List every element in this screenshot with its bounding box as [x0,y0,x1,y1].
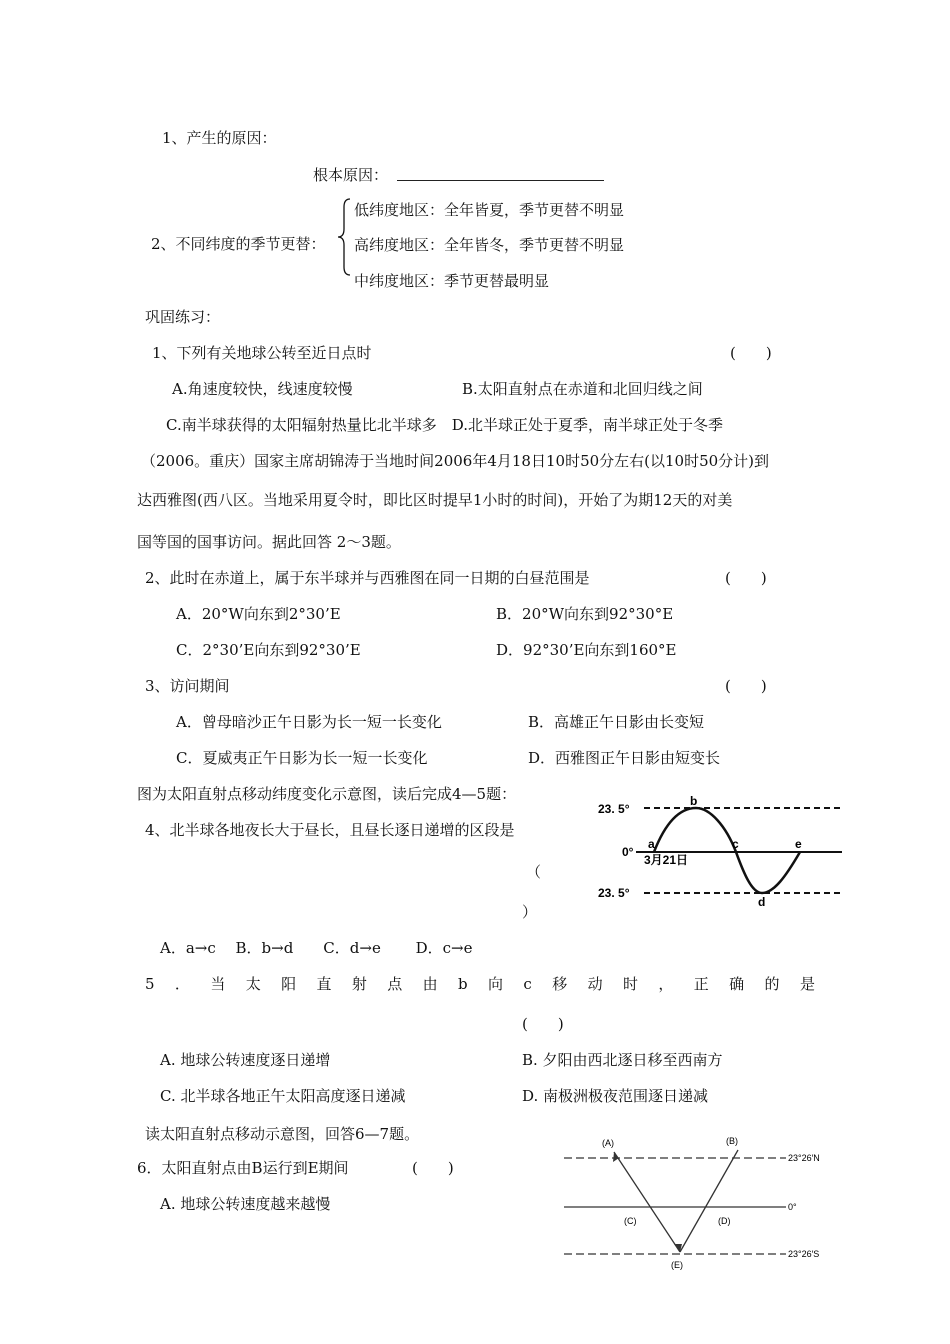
point-d: d [758,895,766,908]
practice-heading: 巩固练习： [145,308,221,326]
q1-option-a[interactable]: A.角速度较快，线速度较慢 [172,380,353,398]
point-a: a [648,837,655,851]
q1-stem: 1、下列有关地球公转至近日点时 [152,344,372,362]
q5-char: b [458,975,468,993]
q5-char: 当 [210,975,226,993]
q5-option-b[interactable]: B. 夕阳由西北逐日移至西南方 [522,1051,723,1069]
q5-char: 的 [764,975,780,993]
q3-answer-paren[interactable]: ( ) [725,677,767,695]
label-bottom: 23. 5° [598,886,630,900]
fig2-label-north: 23°26′N [788,1153,820,1163]
q5-char: 动 [587,975,603,993]
q5-char: 是 [799,975,815,993]
point-c: c [732,837,739,851]
root-cause-label: 根本原因： [313,166,389,184]
passage-line-3: 国等国的国事访问。据此回答 2～3题。 [137,533,401,551]
arrow-head-a [613,1152,619,1162]
q5-char: 射 [351,975,367,993]
fig2-label-b: (B) [726,1136,738,1146]
q2-option-d[interactable]: D．92°30’E向东到160°E [496,641,677,659]
path-e-to-a [614,1152,680,1252]
figure2-movement-diagram [558,1132,858,1272]
q5-char: c [523,975,532,993]
q1-option-b[interactable]: B.太阳直射点在赤道和北回归线之间 [462,380,703,398]
label-equator: 0° [622,845,634,859]
q5-char: 直 [316,975,332,993]
season-item-low: 低纬度地区：全年皆夏，季节更替不明显 [354,201,625,219]
q3-option-b[interactable]: B．高雄正午日影由长变短 [528,713,705,731]
passage-line-2: 达西雅图(西八区。当地采用夏令时，即比区时提早1小时的时间)，开始了为期12天的对美 [137,491,733,509]
q5-char: 移 [552,975,568,993]
q5-char: 点 [387,975,403,993]
q5-char: ． [174,975,190,993]
q3-option-a[interactable]: A．曾母暗沙正午日影为长一短一长变化 [176,713,442,731]
q6-answer-paren[interactable]: ( ) [412,1159,454,1177]
q1-answer-paren[interactable]: ( ) [730,344,772,362]
point-e: e [795,837,802,851]
q2-answer-paren[interactable]: ( ) [725,569,767,587]
passage-line-1: （2006。重庆）国家主席胡锦涛于当地时间2006年4月18日10时50分左右(以10时50分计)到 [141,452,770,470]
section1-title: 1、产生的原因： [162,129,277,147]
q4-paren-close[interactable]: ） [522,903,538,921]
q5-option-d[interactable]: D. 南极洲极夜范围逐日递减 [522,1087,709,1105]
fig2-label-d: (D) [718,1216,731,1226]
figure1-intro: 图为太阳直射点移动纬度变化示意图，读后完成4—5题： [137,785,517,803]
fig2-label-south: 23°26′S [788,1249,820,1259]
q5-char: 向 [488,975,504,993]
q5-answer-paren[interactable]: ( ) [522,1015,564,1033]
q3-stem: 3、访问期间 [145,677,230,695]
curly-brace [336,197,352,277]
q4-paren-open[interactable]: （ [526,863,542,881]
q6-stem: 6．太阳直射点由B运行到E期间 [137,1159,349,1177]
q4-stem: 4、北半球各地夜长大于昼长，且昼长逐日递增的区段是 [145,821,515,839]
q5-char: 时 [622,975,638,993]
season-item-mid: 中纬度地区：季节更替最明显 [354,272,550,290]
q5-option-a[interactable]: A. 地球公转速度逐日递增 [160,1051,331,1069]
q3-option-d[interactable]: D．西雅图正午日影由短变长 [528,749,721,767]
q6-option-a[interactable]: A. 地球公转速度越来越慢 [160,1195,331,1213]
fig2-label-c: (C) [624,1216,637,1226]
q5-char: 5 [145,975,155,993]
path-b-to-e [680,1150,738,1252]
season-item-high: 高纬度地区：全年皆冬，季节更替不明显 [354,236,625,254]
root-cause-blank[interactable] [397,180,604,181]
q5-stem [145,974,815,994]
label-date: 3月21日 [644,853,689,867]
label-top: 23. 5° [598,802,630,816]
q2-option-a[interactable]: A．20°W向东到2°30’E [176,605,341,623]
q5-char: 由 [422,975,438,993]
q2-stem: 2、此时在赤道上，属于东半球并与西雅图在同一日期的白昼范围是 [145,569,590,587]
figure1-latitude-chart [586,796,846,908]
q5-option-c[interactable]: C. 北半球各地正午太阳高度逐日递减 [160,1087,406,1105]
q4-options[interactable]: A．a→c B．b→d C．d→e D．c→e [160,939,473,957]
figure2-intro: 读太阳直射点移动示意图，回答6—7题。 [145,1125,420,1143]
section2-label: 2、不同纬度的季节更替： [151,235,326,253]
q3-option-c[interactable]: C．夏威夷正午日影为长一短一长变化 [176,749,428,767]
q5-char: 确 [729,975,745,993]
fig2-label-equator: 0° [788,1202,797,1212]
q1-option-cd[interactable]: C.南半球获得的太阳辐射热量比北半球多 D.北半球正处于夏季，南半球正处于冬季 [166,416,723,434]
q2-option-c[interactable]: C．2°30’E向东到92°30’E [176,641,361,659]
sun-path-curve [654,808,800,893]
fig2-label-a: (A) [602,1138,614,1148]
q5-char: 阳 [281,975,297,993]
q5-char: 太 [245,975,261,993]
point-b: b [690,796,698,808]
q2-option-b[interactable]: B．20°W向东到92°30°E [496,605,674,623]
q5-char: ， [658,975,674,993]
q5-char: 正 [693,975,709,993]
fig2-label-e: (E) [671,1260,683,1270]
